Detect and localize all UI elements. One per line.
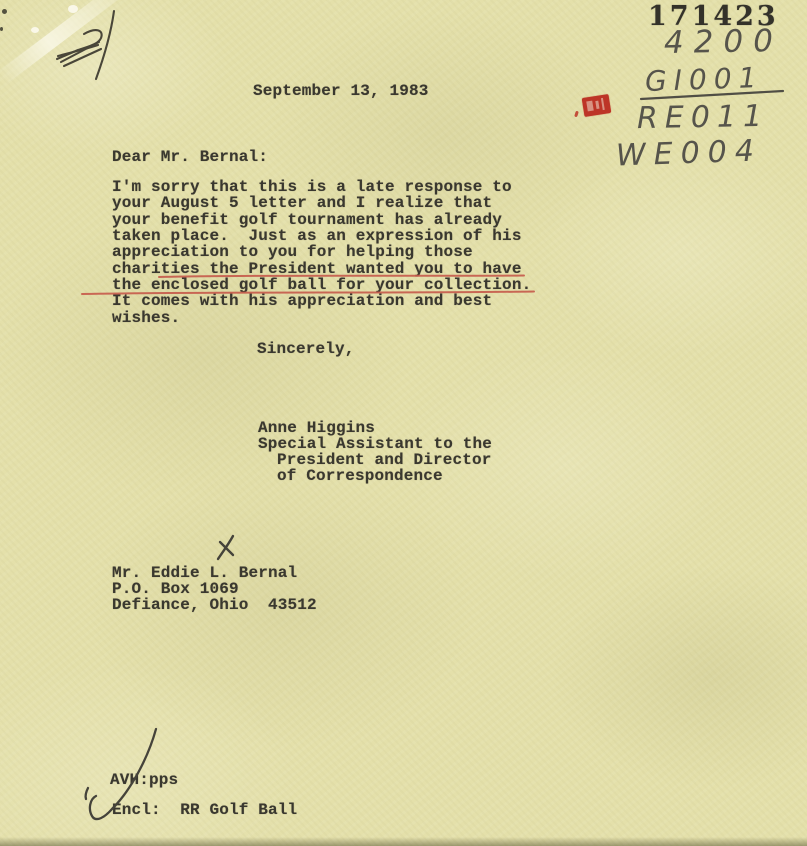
paper-speck — [68, 5, 78, 13]
paper-speck — [2, 9, 7, 14]
signature-title-line: Special Assistant to the — [258, 435, 493, 454]
paper-scuff-streak — [0, 0, 125, 85]
handwritten-code-we004: WE004 — [615, 133, 763, 174]
stamp-glyph — [586, 101, 593, 112]
recipient-po-box: P.O. Box 1069 — [112, 579, 239, 598]
file-stamp-number: 171423 — [648, 1, 779, 32]
body-line: charities the President wanted you to have — [112, 259, 522, 278]
check-tick — [86, 788, 88, 799]
red-ink-tick — [574, 111, 579, 118]
signature-title-line: President and Director — [277, 451, 492, 470]
paper-speck — [31, 27, 39, 33]
recipient-name: Mr. Eddie L. Bernal — [112, 564, 298, 582]
body-line: the enclosed golf ball for your collection. — [112, 276, 532, 295]
recipient-address-block — [112, 566, 317, 613]
letter-closing: Sincerely, — [257, 340, 355, 358]
recipient-city: Defiance, Ohio 43512 — [112, 595, 317, 614]
scribble-stroke — [96, 11, 114, 79]
body-line: appreciation to you for helping those — [112, 243, 473, 262]
x-stroke — [218, 536, 233, 559]
red-ink-stamp — [582, 94, 612, 117]
x-mark-icon — [218, 536, 233, 559]
signature-name: Anne Higgins — [258, 419, 376, 437]
stamp-glyph — [601, 98, 605, 110]
paper-speck — [0, 27, 3, 31]
body-line: I'm sorry that this is a late response to — [112, 178, 512, 196]
stamp-glyph — [595, 101, 599, 109]
body-line: It comes with his appreciation and best — [112, 292, 493, 311]
enclosure-line: Encl: RR Golf Ball — [112, 801, 298, 819]
x-stroke — [220, 542, 233, 555]
reference-initials: AVH:pps — [110, 771, 179, 789]
scribble-stroke — [64, 49, 101, 66]
body-line: your benefit golf tournament has already — [112, 210, 503, 229]
letter-salutation: Dear Mr. Bernal: — [112, 148, 269, 166]
scribble-stroke — [58, 45, 98, 56]
handwritten-code-4200: 4200 — [663, 22, 784, 62]
body-line: wishes. — [112, 308, 181, 327]
scribble-stroke — [61, 42, 99, 62]
body-line: your August 5 letter and I realize that — [112, 194, 493, 213]
handwritten-code-re011: RE011 — [636, 98, 770, 137]
signature-block — [258, 420, 492, 484]
letter-date: September 13, 1983 — [253, 82, 429, 100]
body-line: taken place. Just as an expression of his — [112, 227, 522, 246]
signature-title-line: of Correspondence — [277, 467, 443, 486]
handwritten-code-gi001: GI001 — [644, 60, 764, 99]
letter-body — [112, 179, 531, 326]
